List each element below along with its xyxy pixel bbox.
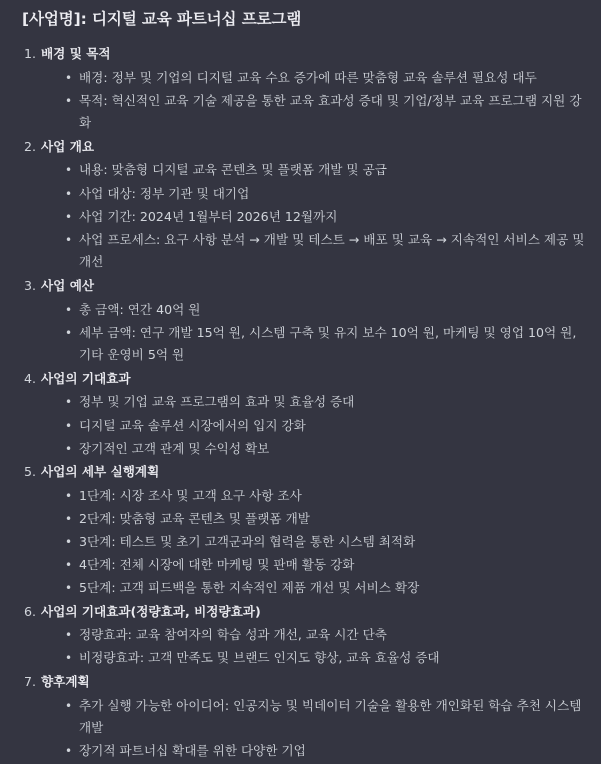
- bullet-icon: •: [65, 302, 73, 317]
- bullet-icon: •: [65, 534, 73, 549]
- section-number: 7.: [23, 674, 36, 690]
- list-item-text: 4단계: 전체 시장에 대한 마케팅 및 판매 활동 강화: [79, 557, 355, 573]
- bullet-icon: •: [65, 488, 73, 503]
- section-number: 3.: [23, 277, 36, 293]
- bullet-icon: •: [65, 209, 73, 224]
- section: [22, 671, 587, 763]
- list-item-text: 디지털 교육 솔루션 시장에서의 입지 강화: [79, 417, 306, 433]
- section: [22, 43, 587, 135]
- section-number: 6.: [23, 603, 36, 619]
- bullet-icon: •: [65, 441, 73, 456]
- bullet-icon: •: [65, 511, 73, 526]
- list-item: [65, 322, 587, 367]
- list-item: [65, 740, 587, 763]
- list-item-text: 정량효과: 교육 참여자의 학습 성과 개선, 교육 시간 단축: [79, 627, 387, 643]
- list-item: [65, 90, 587, 135]
- list-item-text: 사업 기간: 2024년 1월부터 2026년 12월까지: [79, 208, 338, 224]
- bullet-icon: •: [65, 70, 73, 85]
- list-item-text: 비정량효과: 고객 만족도 및 브랜드 인지도 향상, 교육 효율성 증대: [79, 650, 440, 666]
- list-item-text: 5단계: 고객 피드백을 통한 지속적인 제품 개선 및 서비스 확장: [79, 580, 420, 596]
- list-item-text: 정부 및 기업 교육 프로그램의 효과 및 효율성 증대: [79, 394, 355, 410]
- list-item-text: 배경: 정부 및 기업의 디지털 교육 수요 증가에 따른 맞춤형 교육 솔루션 필요성 대두: [79, 69, 537, 85]
- list-item-text: 총 금액: 연간 40억 원: [79, 301, 201, 317]
- list-item-text: 2단계: 맞춤형 교육 콘텐츠 및 플랫폼 개발: [79, 510, 310, 526]
- section: [22, 368, 587, 460]
- list-item-text: 장기적인 고객 관계 및 수익성 확보: [79, 440, 270, 456]
- list-item-text: 사업 프로세스: 요구 사항 분석 → 개발 및 테스트 → 배포 및 교육 → 지속적인 서비스 제공 및 개선: [79, 231, 585, 270]
- list-item: [65, 554, 587, 577]
- section-title: 향후계획: [41, 674, 90, 690]
- bullet-icon: •: [65, 651, 73, 666]
- section-number: 1.: [23, 46, 36, 61]
- list-item: [65, 624, 587, 647]
- list-item-text: 세부 금액: 연구 개발 15억 원, 시스템 구축 및 유지 보수 10억 원, 마케팅 및 영업 10억 원, 기타 운영비 5억 원: [79, 324, 577, 363]
- bullet-icon: •: [65, 418, 73, 433]
- bullet-icon: •: [65, 186, 73, 201]
- list-item: [65, 508, 587, 531]
- list-item: [65, 299, 587, 322]
- list-item: [65, 415, 587, 438]
- list-item-text: 목적: 혁신적인 교육 기술 제공을 통한 교육 효과성 증대 및 기업/정부 교육 프로그램 지원 강화: [79, 92, 582, 131]
- bullet-list: [41, 159, 587, 273]
- bullet-list: [41, 391, 587, 460]
- list-item: [65, 159, 587, 182]
- section-number: 2.: [23, 138, 36, 154]
- bullet-icon: •: [65, 325, 73, 340]
- list-item-text: 1단계: 시장 조사 및 고객 요구 사항 조사: [79, 487, 302, 503]
- list-item: [65, 206, 587, 229]
- list-item: [65, 577, 587, 600]
- list-item: [65, 438, 587, 461]
- bullet-icon: •: [65, 232, 73, 247]
- list-item: [65, 647, 587, 670]
- section-number: 5.: [23, 464, 36, 480]
- bullet-icon: •: [65, 628, 73, 643]
- bullet-list: [41, 695, 587, 763]
- section-title: 사업의 세부 실행계획: [41, 464, 160, 480]
- bullet-icon: •: [65, 558, 73, 573]
- section-list: [22, 43, 587, 763]
- list-item: [65, 229, 587, 274]
- bullet-list: [41, 299, 587, 367]
- list-item-text: 추가 실행 가능한 아이디어: 인공지능 및 빅데이터 기술을 활용한 개인화된 학습 추천 시스템 개발: [79, 697, 582, 736]
- list-item: [65, 183, 587, 206]
- bullet-icon: •: [65, 93, 73, 108]
- section-title: 사업의 기대효과: [41, 370, 131, 386]
- section-title: 사업 개요: [41, 138, 95, 154]
- list-item-text: 내용: 맞춤형 디지털 교육 콘텐츠 및 플랫폼 개발 및 공급: [79, 162, 387, 178]
- list-item: [65, 531, 587, 554]
- bullet-icon: •: [65, 163, 73, 178]
- bullet-icon: •: [65, 698, 73, 713]
- bullet-icon: •: [65, 395, 73, 410]
- bullet-list: [41, 485, 587, 600]
- list-item-text: 장기적 파트너십 확대를 위한 다양한 기업: [79, 743, 306, 759]
- section: [22, 275, 587, 367]
- section-number: 4.: [23, 370, 36, 386]
- document-title: [사업명]: 디지털 교육 파트너십 프로그램: [22, 10, 302, 28]
- list-item: [65, 695, 587, 740]
- list-item-text: 사업 대상: 정부 기관 및 대기업: [79, 185, 250, 201]
- section: [22, 601, 587, 670]
- bullet-list: [41, 67, 587, 135]
- bullet-icon: •: [65, 744, 73, 759]
- list-item: [65, 485, 587, 508]
- bullet-icon: •: [65, 581, 73, 596]
- list-item-text: 3단계: 테스트 및 초기 고객군과의 협력을 통한 시스템 최적화: [79, 533, 416, 549]
- list-item: [65, 67, 587, 90]
- section: [22, 136, 587, 274]
- section-title: 배경 및 목적: [41, 46, 111, 61]
- list-item: [65, 391, 587, 414]
- section-title: 사업 예산: [41, 277, 95, 293]
- bullet-list: [41, 624, 587, 670]
- section: [22, 461, 587, 600]
- section-title: 사업의 기대효과(정량효과, 비정량효과): [41, 603, 261, 619]
